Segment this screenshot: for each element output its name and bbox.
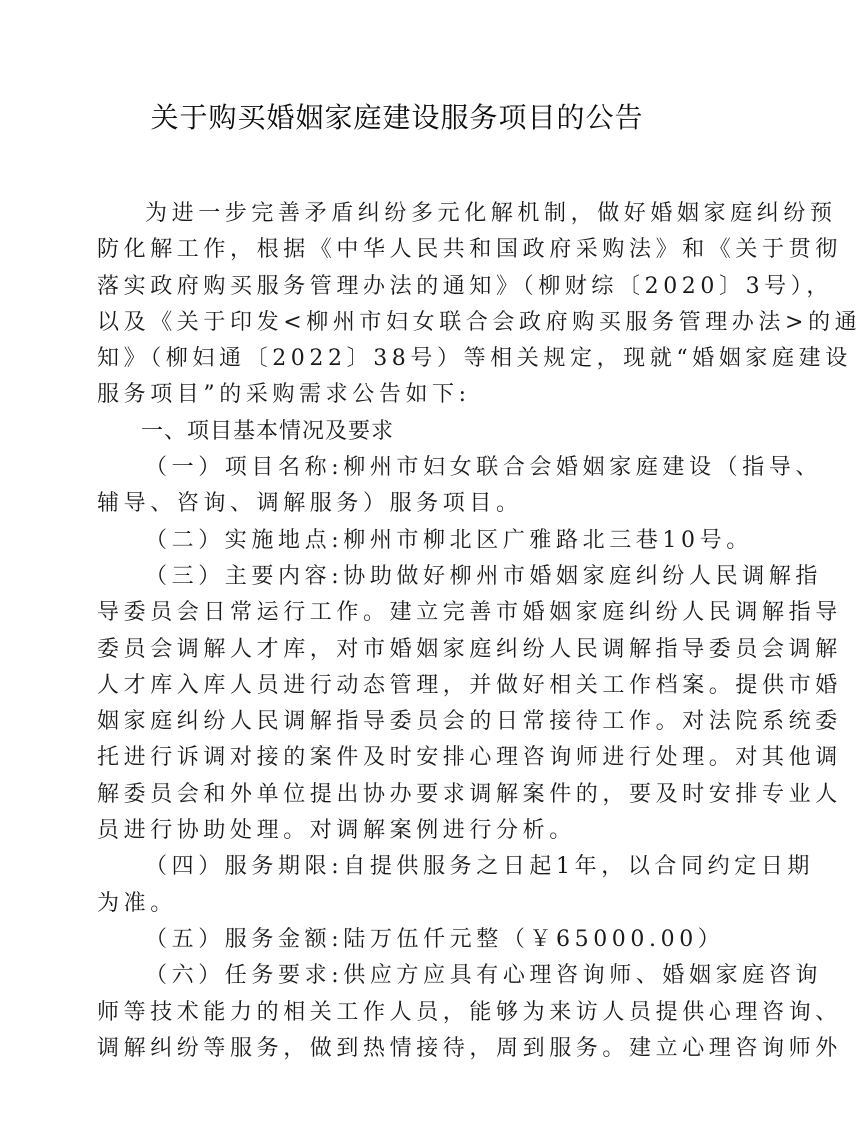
item-text-line: 调解纠纷等服务，做到热情接待，周到服务。建立心理咨询师外	[97, 1035, 842, 1061]
item-text-line: 导委员会日常运行工作。建立完善市婚姻家庭纠纷人民调解指导	[97, 600, 842, 626]
item-label: （二）实施地点:	[145, 527, 344, 553]
item-text: 陆万伍仟元整（￥65000.00）	[343, 926, 725, 952]
item-text: 供应方应具有心理咨询师、婚姻家庭咨询	[343, 963, 823, 989]
intro-line: 服务项目”的采购需求公告如下:	[97, 382, 471, 408]
section-heading: 一、项目基本情况及要求	[141, 418, 395, 444]
item-task-requirements	[97, 958, 823, 994]
item-label: （五）服务金额:	[145, 926, 344, 952]
item-text-line: 员进行协助处理。对调解案例进行分析。	[97, 818, 576, 844]
item-text-line: 委员会调解人才库，对市婚姻家庭纠纷人民调解指导委员会调解	[97, 636, 842, 662]
item-text-line: 人才库入库人员进行动态管理，并做好相关工作档案。提供市婚	[97, 672, 842, 698]
item-text-line: 为准。	[97, 890, 177, 916]
item-text-line: 姻家庭纠纷人民调解指导委员会的日常接待工作。对法院系统委	[97, 709, 842, 735]
item-text-line: 解委员会和外单位提出协办要求调解案件的，要及时安排专业人	[97, 781, 842, 807]
item-text-line: 托进行诉调对接的案件及时安排心理咨询师进行处理。对其他调	[97, 745, 842, 771]
item-text: 自提供服务之日起1年，以合同约定日期	[343, 854, 815, 880]
intro-line: 以及《关于印发<柳州市妇女联合会政府购买服务管理办法>的通	[97, 309, 861, 335]
item-text: 柳州市柳北区广雅路北三巷10号。	[343, 527, 753, 553]
item-text-line: 师等技术能力的相关工作人员，能够为来访人员提供心理咨询、	[97, 999, 842, 1025]
intro-line: 防化解工作，根据《中华人民共和国政府采购法》和《关于贯彻	[97, 237, 842, 263]
item-label: （四）服务期限:	[145, 854, 344, 880]
document-title: 关于购买婚姻家庭建设服务项目的公告	[150, 101, 644, 134]
item-location	[97, 523, 753, 559]
item-label: （六）任务要求:	[145, 963, 344, 989]
item-service-amount	[97, 922, 725, 958]
item-label: （一）项目名称:	[145, 455, 344, 481]
item-text: 柳州市妇女联合会婚姻家庭建设（指导、	[343, 455, 823, 481]
intro-line: 知》（柳妇通〔2022〕38号）等相关规定，现就“婚姻家庭建设	[97, 346, 852, 372]
intro-line: 为进一步完善矛盾纠纷多元化解机制，做好婚姻家庭纠纷预	[145, 201, 837, 226]
item-text: 协助做好柳州市婚姻家庭纠纷人民调解指	[343, 563, 823, 589]
document-body	[97, 196, 861, 1067]
item-project-name	[97, 450, 823, 486]
item-label: （三）主要内容:	[145, 563, 344, 589]
intro-line: 落实政府购买服务管理办法的通知》（柳财综〔2020〕3号），	[97, 273, 833, 299]
item-main-content	[97, 559, 823, 595]
item-service-period	[97, 849, 815, 885]
item-text-line: 辅导、咨询、调解服务）服务项目。	[97, 491, 523, 517]
